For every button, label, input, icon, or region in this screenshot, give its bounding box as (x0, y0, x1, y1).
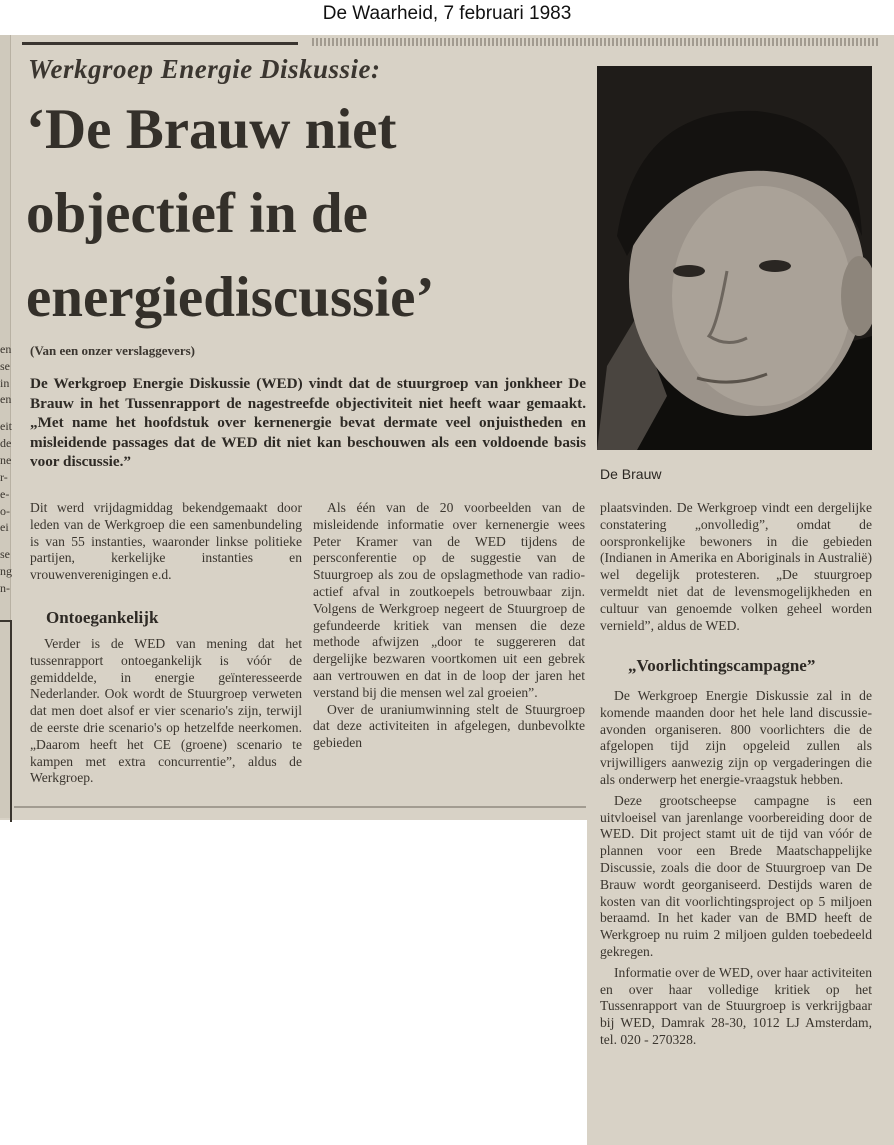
strip-fragment: eit (0, 420, 12, 433)
headline-line: objectief in de (26, 182, 368, 245)
portrait-illustration (597, 66, 872, 450)
portrait-photo (597, 66, 872, 450)
column-1 (30, 500, 302, 584)
strip-fragment: r- (0, 471, 8, 484)
top-rule-dotted (312, 38, 880, 46)
headline-line: energiediscussie’ (26, 266, 435, 329)
strip-fragment: ng (0, 565, 12, 578)
kicker: Werkgroep Energie Diskussie: (28, 54, 381, 84)
strip-fragment: e- (0, 488, 10, 501)
paragraph: Dit werd vrijdagmiddag bekendgemaakt door leden van de Werkgroep die een samenbundeling is van 55 instanties, waaronder linkse politieke partijen, kerkelijke instanties en vrouwenverenigingen e.d. (30, 500, 302, 583)
strip-fragment: n- (0, 582, 10, 595)
strip-fragment: in (0, 377, 10, 390)
subheading-voorlichtingscampagne: „Voorlichtingscampagne” (628, 656, 816, 675)
paragraph: Verder is de WED van mening dat het tussenrapport ontoegankelijk is vóór de gemiddelde, in energie geïnteresseerde Nederlander. Ook wordt de Stuurgroep verweten dat men doet alsof er vier scenario's zijn, terwijl de eerste drie scenario's op hetzelfde neerkomen. „Daarom heeft het CE (groene) scenario te kampen met extra concurrentie”, aldus de Werkgroep. (30, 636, 302, 786)
column-3-continued (600, 688, 872, 1049)
headline-line: ‘De Brauw niet (26, 98, 397, 161)
subheading-ontoegankelijk: Ontoegankelijk (46, 608, 159, 627)
paragraph: De Werkgroep Energie Diskussie zal in de komende maanden door het hele land discussie-avonden organiseren. 800 voorlichters die de afgelopen tijd zijn opgeleid zullen als vrijwilligers aanwezig zijn op vergaderingen die als onderwerp het energie-vraagstuk hebben. (600, 688, 872, 787)
paragraph: Over de uraniumwinning stelt de Stuurgroep dat deze activiteiten in afgelegen, dunbevolkte gebieden (313, 701, 585, 751)
page-caption: De Waarheid, 7 februari 1983 (322, 3, 572, 24)
strip-fragment: se (0, 360, 10, 373)
paragraph: plaatsvinden. De Werkgroep vindt een dergelijke constatering „onvolledig”, omdat de oorspronkelijke bewoners in die gebieden (Indianen in Amerika en Aboriginals in Australië) wel degelijk protesteren. „De stuurgroep vermeldt niet dat de levensmogelijkheden en cultuur van genoemde volken geheel worden vernield”, aldus de WED. (600, 500, 872, 633)
column-1-continued (30, 636, 302, 787)
top-rule (22, 42, 298, 45)
adjacent-box-border (0, 620, 12, 822)
byline: (Van een onzer verslaggevers) (30, 343, 195, 358)
strip-fragment: ei (0, 521, 9, 534)
paragraph: Informatie over de WED, over haar activiteiten en over haar volledige kritiek op het Tussenrapport van de Stuurgroep is verkrijgbaar bij WED, Damrak 28-30, 1012 LJ Amsterdam, tel. 020 - 270328. (600, 964, 872, 1047)
paragraph: Deze grootscheepse campagne is een uitvloeisel van jarenlange voorbereiding door de WED. Dit project stamt uit de tijd van vóór de plannen voor een Brede Maatschappelijke Discussie, zoals die door de Stuurgroep van De Brauw wordt georganiseerd. Destijds waren de kosten van dit voorlichtingsproject op 5 miljoen beraamd. In het kader van de BMD heeft de Werkgroep nu ruim 2 miljoen gulden toebedeeld gekregen. (600, 792, 872, 959)
bottom-rule (14, 806, 586, 808)
strip-fragment: en (0, 393, 12, 406)
column-3 (600, 500, 872, 634)
headline (26, 88, 586, 340)
strip-fragment: se (0, 548, 10, 561)
column-2 (313, 500, 585, 752)
intro-paragraph: De Werkgroep Energie Diskussie (WED) vindt dat de stuurgroep van jonkheer De Brauw in het Tussenrapport de nagestreefde objectiviteit niet heeft waar gemaakt. „Met name het hoofdstuk over kernenergie bevat dermate veel onjuistheden en misleidende passages dat de WED dit niet kan beschouwen als een voldoende basis voor discussie.” (30, 375, 586, 470)
photo-caption: De Brauw (600, 466, 662, 482)
strip-fragment: en (0, 343, 12, 356)
paragraph: Als één van de 20 voorbeelden van de misleidende informatie over kernenergie wees Peter Kramer van de WED tijdens de persconferentie op de suggestie van de Stuurgroep als zou de opslagmethode van radio-actief afval in zoutkoepels betrouwbaar zijn. Volgens de Werkgroep negeert de Stuurgroep de gefundeerde kritiek van mensen die deze methode afwijzen „door te suggereren dat dergelijke bezwaren voortkomen uit een gebrek aan vertrouwen en dat in de loop der jaren het verstand bij die mensen wel zal groeien”. (313, 500, 585, 700)
strip-fragment: de (0, 437, 12, 450)
strip-fragment: o- (0, 505, 10, 518)
strip-fragment: ne (0, 454, 12, 467)
